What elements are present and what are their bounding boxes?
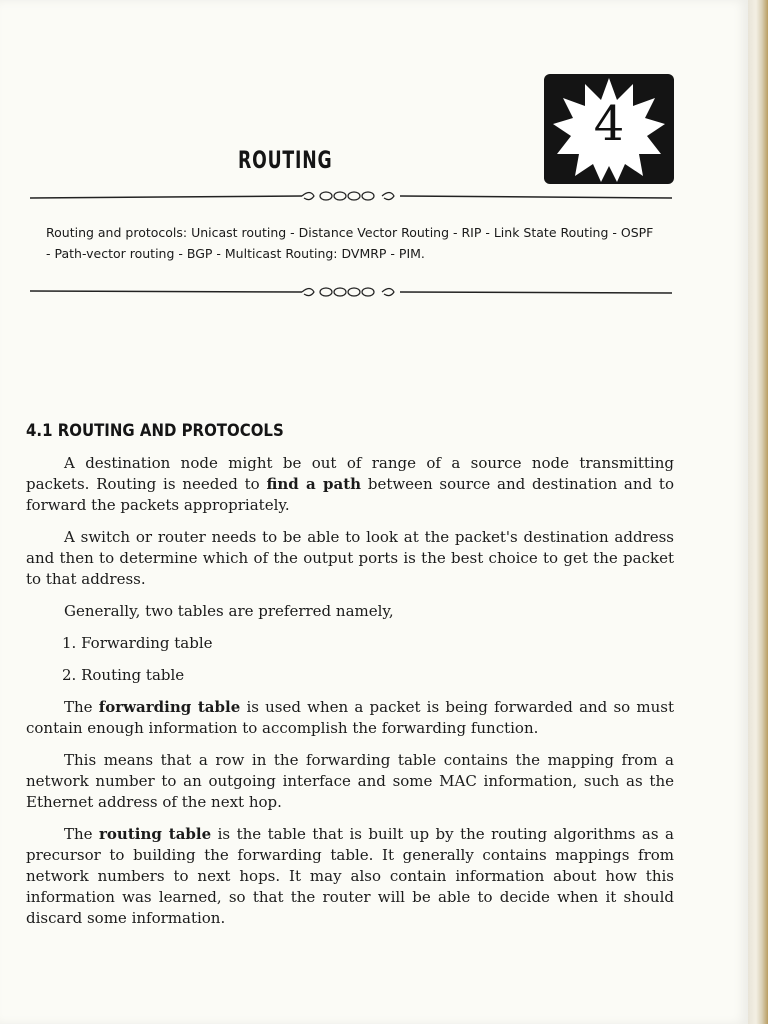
- list-item: 2. Routing table: [62, 666, 185, 684]
- paragraph-4-bold: forwarding table: [98, 698, 241, 716]
- topics-line-1: Routing and protocols: Unicast routing - Distance Vector Routing - RIP - Link State Routing - OSPF: [46, 225, 654, 240]
- paragraph-6-text-a: The: [64, 825, 100, 843]
- chapter-title: ROUTING: [238, 146, 333, 174]
- paragraph-4: [26, 697, 674, 739]
- ornament-divider-top: [30, 188, 672, 206]
- chapter-topics: [46, 222, 666, 264]
- paragraph-6-text-c: is the table that is built up by the routing algorithms as a precursor to building the forwarding table. It generally contains mappings from network numbers to next hops. It may also contain information about how this information was learned, so that the router will be able to decide when it should discard some information.: [26, 825, 674, 927]
- topics-line-2: - Path-vector routing - BGP - Multicast Routing: DVMRP - PIM.: [46, 246, 425, 261]
- paragraph-6: [26, 824, 674, 929]
- paragraph-4-text-a: The: [64, 698, 99, 716]
- section-heading: 4.1 ROUTING AND PROTOCOLS: [26, 421, 284, 441]
- paragraph-6-bold: routing table: [99, 825, 212, 843]
- section-body: [26, 453, 674, 929]
- page-edge: [748, 0, 768, 1024]
- paragraph-1-text-a: A destination node might be out of range of a source node transmitting packets. Routing is needed to: [26, 454, 674, 493]
- ornament-divider-bottom: [30, 283, 672, 301]
- paragraph-1: [26, 453, 674, 516]
- paragraph-1-text-c: between source and destination and to forward the packets appropriately.: [26, 475, 674, 514]
- paragraph-1-bold: find a path: [266, 475, 362, 493]
- paragraph-2: A switch or router needs to be able to look at the packet's destination address and then to determine which of the output ports is the best choice to get the packet to that address.: [26, 528, 674, 588]
- list-item: 1. Forwarding table: [62, 634, 213, 652]
- chapter-number: 4: [593, 96, 625, 152]
- paragraph-3: Generally, two tables are preferred namely,: [64, 602, 394, 620]
- chapter-number-badge: [544, 74, 674, 184]
- paragraph-4-text-c: is used when a packet is being forwarded and so must contain enough information to accomplish the forwarding function.: [26, 698, 675, 737]
- paragraph-5: This means that a row in the forwarding table contains the mapping from a network number to an outgoing interface and some MAC information, such as the Ethernet address of the next hop.: [26, 751, 674, 811]
